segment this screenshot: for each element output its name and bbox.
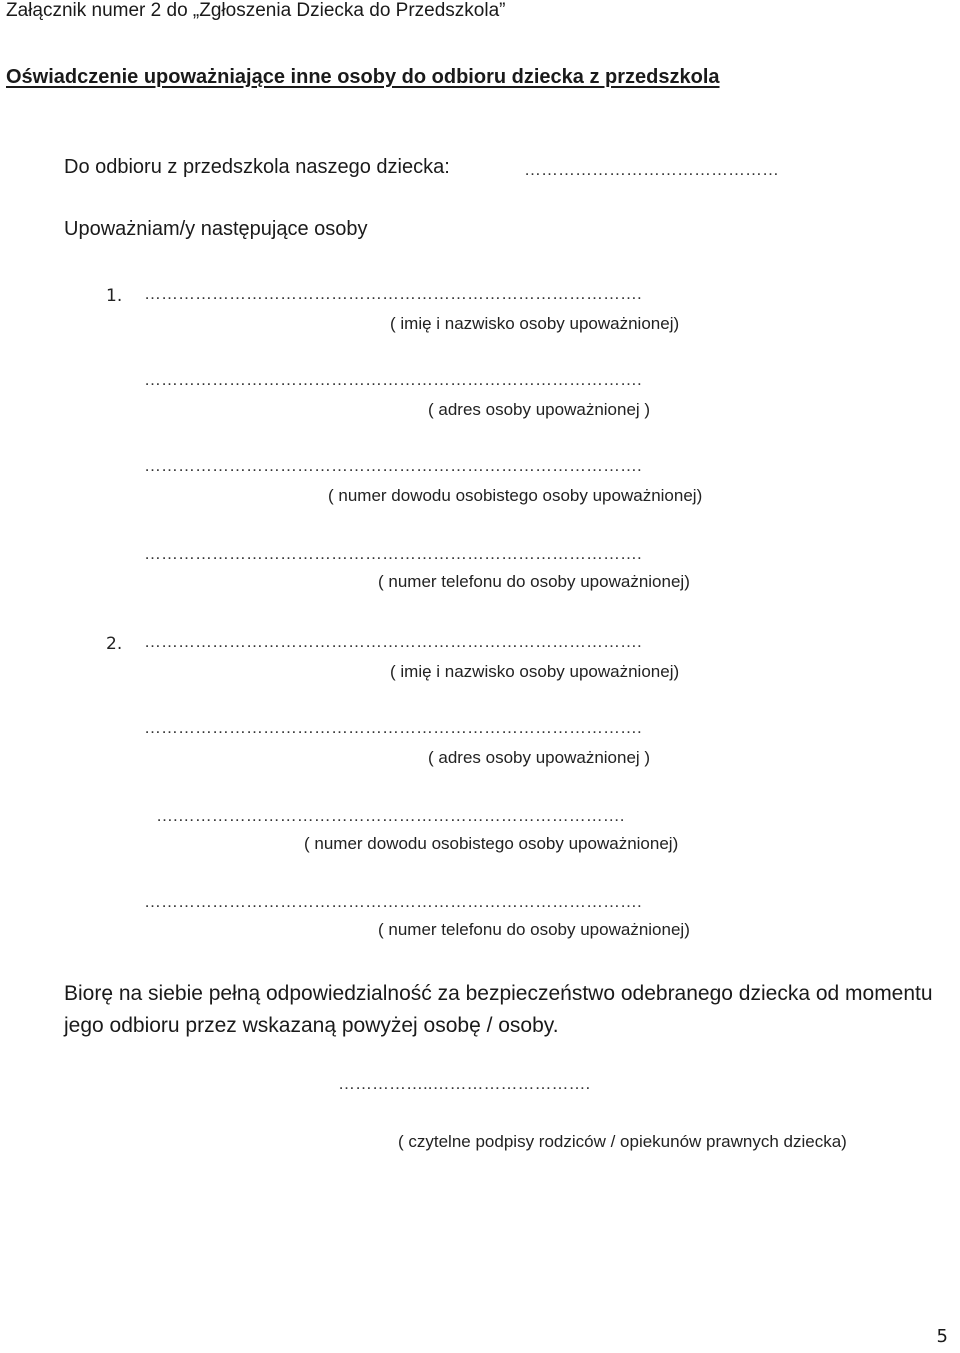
phone-dots: ……………………………………………………………………………. (144, 544, 642, 563)
name-caption: ( imię i nazwisko osoby upoważnionej) (390, 314, 680, 333)
name-caption: ( imię i nazwisko osoby upoważnionej) (390, 662, 680, 681)
phone-caption: ( numer telefonu do osoby upoważnionej) (378, 572, 690, 591)
phone-dots: ……………………………………………………………………………. (144, 892, 642, 911)
name-dots: ……………………………………………………………………………. (144, 632, 642, 651)
address-dots: ……………………………………………………………………………. (144, 718, 642, 737)
responsibility-statement: Biorę na siebie pełną odpowiedzialność za bezpieczeństwo odebranego dziecka od momentu jego odbioru przez wskazaną powyżej osobę / osoby. (64, 982, 933, 1037)
authorize-line: Upoważniam/y następujące osoby (64, 218, 368, 240)
page-number: 5 (936, 1326, 948, 1347)
person-number: 2. (106, 634, 123, 654)
id-dots: ……………………………………………………………………………. (144, 456, 642, 475)
address-dots: ……………………………………………………………………………. (144, 370, 642, 389)
name-dots: ……………………………………………………………………………. (144, 284, 642, 303)
attachment-header: Załącznik numer 2 do „Zgłoszenia Dziecka do Przedszkola” (6, 0, 506, 21)
person-number: 1. (106, 286, 123, 306)
id-caption: ( numer dowodu osobistego osoby upoważnionej) (328, 486, 703, 505)
signature-caption: ( czytelne podpisy rodziców / opiekunów prawnych dziecka) (398, 1132, 847, 1151)
signature-dots: ……………..………………………. (338, 1074, 591, 1093)
child-line-label: Do odbioru z przedszkola naszego dziecka: (64, 156, 450, 178)
address-caption: ( adres osoby upoważnionej ) (428, 748, 651, 767)
address-caption: ( adres osoby upoważnionej ) (428, 400, 651, 419)
id-dots: ….……………………………………………………………………. (156, 806, 625, 825)
id-caption: ( numer dowodu osobistego osoby upoważnionej) (304, 834, 679, 853)
document-title: Oświadczenie upoważniające inne osoby do odbioru dziecka z przedszkola (6, 66, 720, 88)
child-line-dots: ……………………………………… (524, 160, 779, 179)
phone-caption: ( numer telefonu do osoby upoważnionej) (378, 920, 690, 939)
